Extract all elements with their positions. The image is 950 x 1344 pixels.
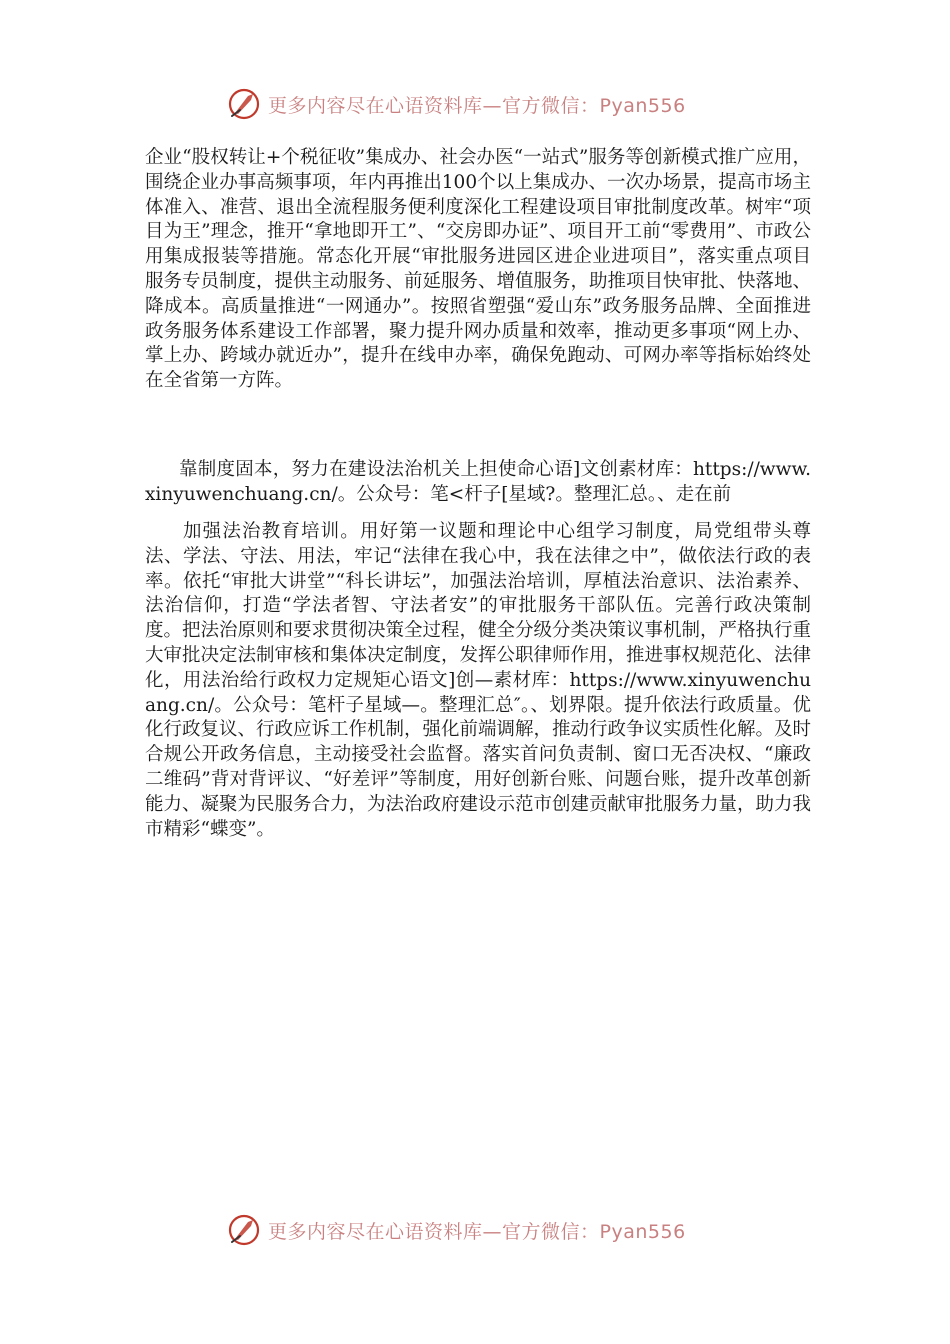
header-watermark-banner bbox=[226, 84, 686, 124]
paragraph-service-reform: 企业“股权转让+个税征收”集成办、社会办医“一站式”服务等创新模式推广应用，围绕企业办事高频事项，年内再推出100个以上集成办、一次办场景，提高市场主体准入、准营、退出全流程服务便利度深化工程建设项目审批制度改革。树牢“项目为王”理念，推开“拿地即开工”、“交房即办证”、项目开工前“零费用”、市政公用集成报装等措施。常态化开展“审批服务进园区进企业进项目”，落实重点项目服务专员制度，提供主动服务、前延服务、增值服务，助推项目快审批、快落地、降成本。高质量推进“一网通办”。按照省塑强“爱山东”政务服务品牌、全面推进政务服务体系建设工作部署，聚力提升网办质量和效率，推动更多事项“网上办、掌上办、跨域办就近办”，提升在线申办率，确保免跑动、可网办率等指标始终处在全省第一方阵。 bbox=[145, 147, 812, 392]
quill-logo-icon bbox=[226, 86, 262, 122]
quill-logo-icon bbox=[226, 1212, 262, 1248]
paragraph-law-education: 加强法治教育培训。用好第一议题和理论中心组学习制度，局党组带头尊法、学法、守法、用法，牢记“法律在我心中，我在法律之中”，做依法行政的表率。依托“审批大讲堂”“科长讲坛”，加强法治培训，厚植法治意识、法治素养、法治信仰，打造“学法者智、守法者安”的审批服务干部队伍。完善行政决策制度。把法治原则和要求贯彻决策全过程，健全分级分类决策议事机制，严格执行重大审批决定法制审核和集体决定制度，发挥公职律师作用，推进事权规范化、法律化，用法治给行政权力定规矩心语文]创—素材库：https://www.xinyuwenchuang.cn/。公众号：笔杆子星域—。整理汇总″。、划界限。提升依法行政质量。优化行政复议、行政应诉工作机制，强化前端调解，推动行政争议实质性化解。及时合规公开政务信息，主动接受社会监督。落实首问负责制、窗口无否决权、“廉政二维码”背对背评议、“好差评”等制度，用好创新台账、问题台账，提升改革创新能力、凝聚为民服务合力，为法治政府建设示范市创建贡献审批服务力量，助力我市精彩“蝶变”。 bbox=[145, 521, 812, 840]
paragraph-rule-of-law-heading: 靠制度固本，努力在建设法治机关上担使命心语]文创素材库：https://www.xinyuwenchuang.cn/。公众号：笔<杆子[星域?。整理汇总。、走在前 bbox=[145, 459, 811, 505]
footer-watermark-banner bbox=[226, 1210, 686, 1250]
header-banner-text: 更多内容尽在心语资料库—官方微信：Pyan556 bbox=[268, 94, 686, 117]
footer-banner-text: 更多内容尽在心语资料库—官方微信：Pyan556 bbox=[268, 1220, 686, 1243]
